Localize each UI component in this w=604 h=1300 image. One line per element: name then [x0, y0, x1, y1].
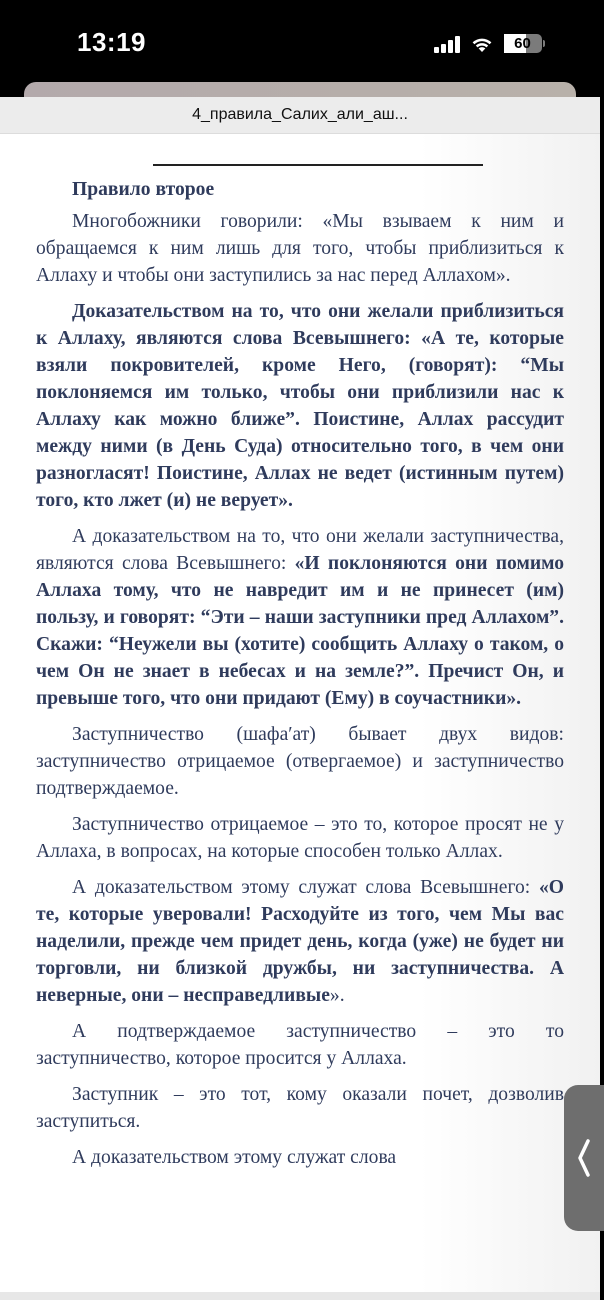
paragraph: А подтверждаемое заступничество – это то заступничество, которое просится у Аллаха.	[36, 1021, 564, 1069]
chevron-left-icon	[576, 1138, 592, 1178]
section-heading: Правило второе	[72, 179, 215, 200]
paragraph	[36, 874, 564, 1009]
quote-text: «О те, которые уверовали! Расходуйте из того, чем Мы вас наделили, прежде чем придет день, когда (уже) не будет ни торговли, ни близкой дружбы, ни заступничества. А неверные, они – несправедливые	[36, 877, 564, 1006]
document-content	[36, 176, 564, 1168]
quote-text: «И поклоняются они помимо Аллаха тому, что не навредит им и не принесет (им) пользу, и говорят: “Эти – наши заступники пред Аллахом”. Скажи: “Неужели вы (хотите) сообщить Аллаху о таком, о чем Он не знает в небесах и на земле?”. Пречист Он, и превыше того, что они придают (Ему) в соучастники».	[36, 553, 564, 709]
document-sheet	[0, 97, 600, 1300]
status-time: 13:19	[77, 27, 146, 57]
paragraph-partial: А доказательством этому служат слова	[72, 1147, 397, 1168]
paragraph: Заступничество отрицаемое – это то, которое просят не у Аллаха, в вопросах, на которые способен только Аллах.	[36, 814, 564, 862]
title-bar[interactable]	[0, 97, 600, 134]
document-title: 4_правила_Салих_али_аш...	[192, 106, 408, 123]
paragraph: Доказательством на то, что они желали приблизиться к Аллаху, являются слова Всевышнего: «А те, которые взяли покровителей, кроме Него, (говорят): “Мы поклоняемся им только, чтобы они приблизили нас к Аллаху как можно ближе”. Поистине, Аллах рассудит между ними (в День Суда) относительно того, в чем они разногласят! Поистине, Аллах не ведет (истинным путем) того, кто лжет (и) не верует».	[36, 301, 564, 511]
paragraph: Заступник – это тот, кому оказали почет, дозволив заступиться.	[36, 1084, 564, 1132]
wifi-icon	[470, 35, 494, 53]
status-icons	[434, 34, 545, 53]
battery-percent: 60	[514, 35, 531, 52]
side-panel-handle[interactable]	[564, 1085, 604, 1231]
battery-icon	[504, 34, 546, 53]
paragraph	[36, 523, 564, 712]
paragraph-text: А доказательством этому служат слова Всевышнего:	[72, 877, 539, 898]
cellular-signal-icon	[434, 35, 460, 53]
paragraph-text: А доказательством на то, что они желали заступничества, являются слова Всевышнего:	[36, 526, 564, 574]
paragraph: Заступничество (шафа′ат) бывает двух видов: заступничество отрицаемое (отвергаемое) и заступничество подтверждаемое.	[36, 724, 564, 799]
paragraph-text: ».	[329, 985, 345, 1006]
separator-line	[153, 164, 483, 166]
status-bar	[0, 0, 600, 90]
paragraph: Многобожники говорили: «Мы взываем к ним и обращаемся к ним лишь для того, чтобы приблизиться к Аллаху и чтобы они заступились за нас перед Аллахом».	[36, 211, 564, 286]
document-page[interactable]	[0, 134, 600, 1300]
bottom-edge	[0, 1292, 600, 1300]
